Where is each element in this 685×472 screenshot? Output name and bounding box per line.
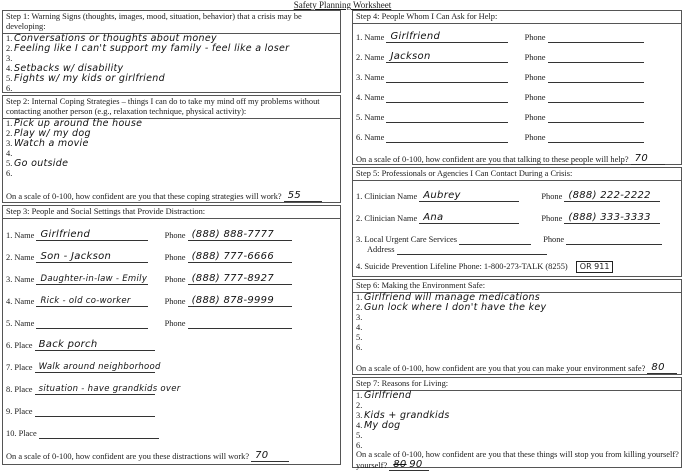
step6-item-3[interactable]: 3. [356, 313, 363, 322]
step7-item-5[interactable]: 5. [356, 431, 363, 440]
step4-person-row: 1. Name Girlfriend Phone [356, 32, 644, 43]
left-column [2, 10, 341, 467]
step1-item-2[interactable]: 2. Feeling like I can't support my family - feel like a loser [6, 43, 290, 54]
step7-confidence-crossed: 80 [393, 459, 407, 470]
step3-person-row: 1. Name Girlfriend Phone (888) 888-7777 [6, 230, 292, 241]
step4-confidence: On a scale of 0-100, how confident are you that talking to these people will help? 70 [356, 154, 665, 165]
step6-item-6[interactable]: 6. [356, 343, 363, 352]
step7-confidence-value: 90 [409, 459, 423, 470]
step5-address: Address [367, 244, 547, 255]
step4-phone-field[interactable] [548, 112, 644, 123]
step3-phone-field[interactable]: (888) 878-9999 [188, 296, 292, 307]
step5-clinician-2: 2. Clinician Name Ana Phone (888) 333-3333 [356, 213, 660, 224]
step5-section [352, 167, 682, 277]
step7-item-1[interactable]: 1. Girlfriend [356, 390, 412, 401]
step3-name-field[interactable] [36, 318, 148, 329]
step4-person-row: 5. Name Phone [356, 112, 644, 123]
step1-item-6[interactable]: 6. [6, 84, 13, 93]
step5-clinician1-name-field[interactable]: Aubrey [419, 191, 519, 202]
step1-item-5[interactable]: 5. Fights w/ my kids or girlfriend [6, 73, 165, 84]
step7-item-3[interactable]: 3. Kids + grandkids [356, 410, 450, 421]
step3-place-field[interactable] [35, 406, 155, 417]
step5-lifeline: 4. Suicide Prevention Lifeline Phone: 1-800-273-TALK (8255) OR 911 [356, 261, 613, 273]
step3-place-row: 8. Place situation - have grandkids over [6, 384, 181, 394]
step4-name-field[interactable] [386, 112, 508, 123]
step3-name-field[interactable]: Girlfriend [36, 230, 148, 241]
step1-item-1[interactable]: 1. Conversations or thoughts about money [6, 33, 217, 44]
step6-confidence: On a scale of 0-100, how confident are you that you can make your environment safe? 80 [356, 363, 677, 374]
step4-name-field[interactable]: Girlfriend [386, 32, 508, 43]
step7-confidence-field[interactable] [389, 460, 429, 471]
step7-confidence: On a scale of 0-100, how confident are you that these things will stop you from killing yourself? [356, 450, 679, 459]
step3-place-field[interactable]: Back porch [35, 340, 155, 351]
step4-confidence-field[interactable]: 70 [631, 154, 665, 165]
step3-name-field[interactable]: Daughter-in-law - Emily [36, 274, 148, 285]
step4-name-field[interactable] [386, 72, 508, 83]
step7-item-2[interactable]: 2. [356, 401, 363, 410]
step3-place-field[interactable] [39, 428, 159, 439]
step3-phone-field[interactable]: (888) 777-6666 [188, 252, 292, 263]
step6-confidence-field[interactable]: 80 [647, 363, 677, 374]
step7-confidence-answer: yourself? 80 90 [356, 460, 429, 471]
step3-name-field[interactable]: Son - Jackson [36, 252, 148, 263]
step5-urgent-phone-field[interactable] [566, 234, 662, 245]
step2-confidence: On a scale of 0-100, how confident are you that these coping strategies will work? 55 [6, 191, 322, 202]
step3-phone-field[interactable]: (888) 777-8927 [188, 274, 292, 285]
step3-phone-field[interactable]: (888) 888-7777 [188, 230, 292, 241]
step2-item-6[interactable]: 6. [6, 169, 13, 178]
step7-section [352, 377, 682, 468]
step2-item-5[interactable]: 5. Go outside [6, 158, 69, 169]
step2-section [2, 95, 341, 203]
step3-place-row: 6. Place Back porch [6, 340, 155, 351]
step5-clinician2-phone-field[interactable]: (888) 333-3333 [564, 213, 660, 224]
step6-section [352, 279, 682, 375]
step3-header: Step 3: People and Social Settings that Provide Distraction: [3, 206, 340, 219]
step1-section [2, 10, 341, 93]
step3-phone-field[interactable] [188, 318, 292, 329]
step5-clinician-1: 1. Clinician Name Aubrey Phone (888) 222-2222 [356, 191, 660, 202]
step1-item-4[interactable]: 4. Setbacks w/ disability [6, 63, 124, 74]
step7-item-6[interactable]: 6. [356, 441, 363, 450]
step4-name-field[interactable] [386, 132, 508, 143]
step3-place-row: 9. Place [6, 406, 155, 417]
step2-item-3[interactable]: 3. Watch a movie [6, 138, 89, 149]
step5-lifeline-note: OR 911 [576, 261, 614, 273]
step3-person-row: 5. Name Phone [6, 318, 292, 329]
step6-header: Step 6: Making the Environment Safe: [353, 280, 681, 293]
step7-header: Step 7: Reasons for Living: [353, 378, 681, 391]
step6-item-4[interactable]: 4. [356, 323, 363, 332]
step3-place-row: 7. Place Walk around neighborhood [6, 362, 161, 372]
step3-place-field[interactable]: situation - have grandkids over [35, 384, 155, 395]
step4-name-field[interactable]: Jackson [386, 52, 508, 63]
step2-header: Step 2: Internal Coping Strategies – things I can do to take my mind off my problems without contacting another person (e.g., relaxation technique, physical activity): [3, 96, 340, 119]
step4-phone-field[interactable] [548, 132, 644, 143]
step3-name-field[interactable]: Rick - old co-worker [36, 296, 148, 307]
step3-confidence: On a scale of 0-100, how confident are you these distractions will work? 70 [6, 451, 289, 462]
step5-urgent-care: 3. Local Urgent Care Services Phone [356, 234, 662, 245]
step2-item-4[interactable]: 4. [6, 149, 13, 158]
step3-place-field[interactable]: Walk around neighborhood [35, 362, 155, 373]
step3-place-row: 10. Place [6, 428, 159, 439]
step5-clinician2-name-field[interactable]: Ana [419, 213, 519, 224]
step4-person-row: 4. Name Phone [356, 92, 644, 103]
step3-person-row: 3. Name Daughter-in-law - Emily Phone (888) 777-8927 [6, 274, 292, 285]
step3-section [2, 205, 341, 465]
right-column [352, 10, 682, 470]
step4-phone-field[interactable] [548, 72, 644, 83]
step5-clinician1-phone-field[interactable]: (888) 222-2222 [564, 191, 660, 202]
step4-name-field[interactable] [386, 92, 508, 103]
step4-section [352, 10, 682, 165]
step7-item-4[interactable]: 4. My dog [356, 420, 401, 431]
step4-phone-field[interactable] [548, 92, 644, 103]
step2-item-2[interactable]: 2. Play w/ my dog [6, 128, 91, 139]
step2-confidence-field[interactable]: 55 [284, 191, 322, 202]
step5-header: Step 5: Professionals or Agencies I Can Contact During a Crisis: [353, 168, 681, 181]
step3-person-row: 2. Name Son - Jackson Phone (888) 777-6666 [6, 252, 292, 263]
step1-header: Step 1: Warning Signs (thoughts, images, mood, situation, behavior) that a crisis may be developing: [3, 11, 340, 34]
step6-item-5[interactable]: 5. [356, 333, 363, 342]
step4-person-row: 3. Name Phone [356, 72, 644, 83]
step1-item-3[interactable]: 3. [6, 54, 13, 63]
step6-item-2[interactable]: 2. Gun lock where I don't have the key [356, 302, 547, 313]
step4-phone-field[interactable] [548, 32, 644, 43]
step3-confidence-field[interactable]: 70 [251, 451, 289, 462]
step4-phone-field[interactable] [548, 52, 644, 63]
step4-header: Step 4: People Whom I Can Ask for Help: [353, 11, 681, 24]
step3-person-row: 4. Name Rick - old co-worker Phone (888) 878-9999 [6, 296, 292, 307]
step4-person-row: 2. Name Jackson Phone [356, 52, 644, 63]
step4-person-row: 6. Name Phone [356, 132, 644, 143]
step6-item-1[interactable]: 1. Girlfriend will manage medications [356, 292, 541, 303]
worksheet-title: Safety Planning Worksheet [293, 0, 392, 10]
step2-item-1[interactable]: 1. Pick up around the house [6, 118, 143, 129]
step5-address-field[interactable] [397, 244, 547, 255]
